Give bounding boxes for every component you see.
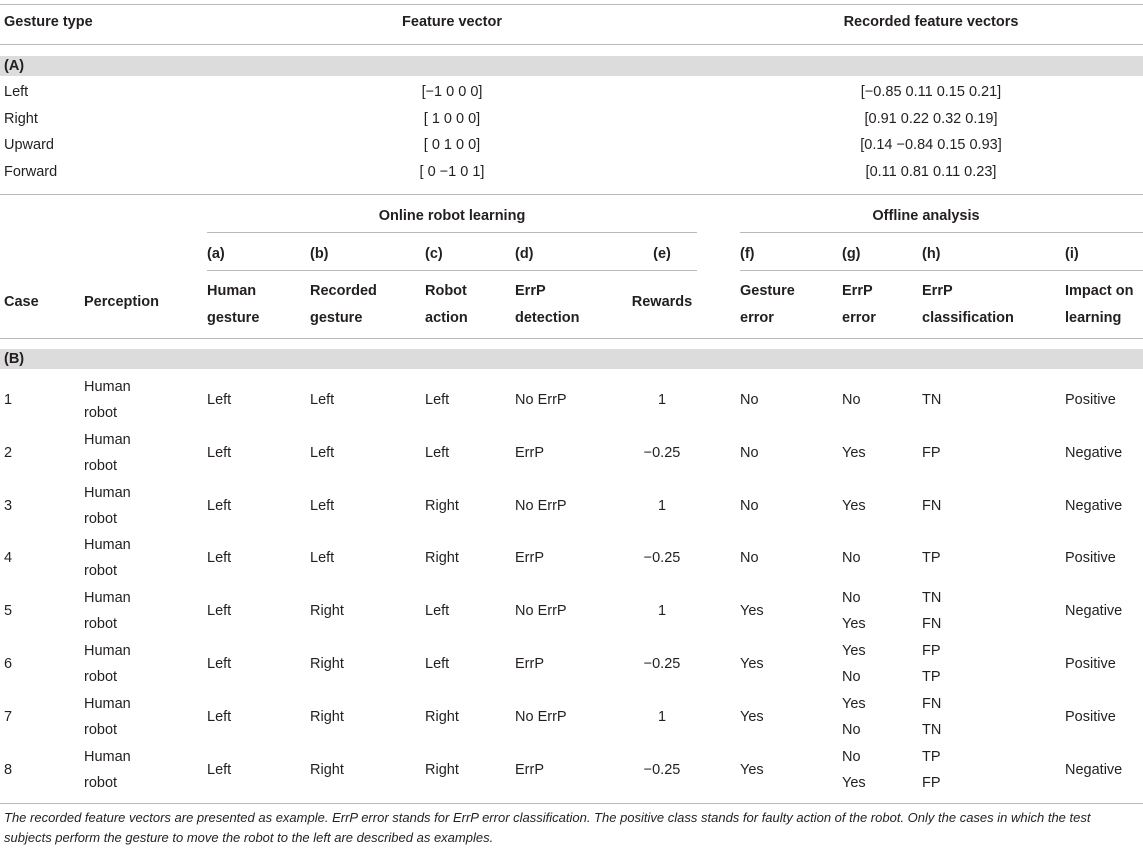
- column-header: gesture: [310, 310, 363, 326]
- case-number: 7: [4, 709, 13, 725]
- perception-line: robot: [84, 405, 118, 421]
- letter-rule-offline: [740, 270, 1143, 271]
- robot-action-cell: Left: [425, 392, 450, 408]
- reward-cell: −0.25: [643, 656, 681, 672]
- case-number: 6: [4, 656, 13, 672]
- column-header: Robot: [425, 283, 467, 299]
- human-gesture-cell: Left: [207, 498, 232, 514]
- recorded-gesture-cell: Right: [310, 762, 344, 778]
- errp-classification-cell: TN: [922, 392, 942, 408]
- errp-error-cell: No: [842, 590, 861, 606]
- column-header: Gesture: [740, 283, 795, 299]
- errp-detection-cell: ErrP: [515, 656, 544, 672]
- feature-vector-cell: [−1 0 0 0]: [421, 84, 483, 100]
- reward-cell: 1: [657, 709, 667, 725]
- gesture-error-cell: Yes: [740, 762, 764, 778]
- bottom-rule: [0, 803, 1143, 804]
- human-gesture-cell: Left: [207, 656, 232, 672]
- errp-error-cell: No: [842, 392, 861, 408]
- perception-line: Human: [84, 643, 131, 659]
- column-letter: (h): [922, 246, 941, 262]
- errp-detection-cell: No ErrP: [515, 392, 567, 408]
- header-rule-b: [0, 338, 1143, 339]
- recorded-gesture-cell: Left: [310, 498, 335, 514]
- gesture-type-cell: Right: [4, 111, 38, 127]
- case-number: 5: [4, 603, 13, 619]
- case-number: 3: [4, 498, 13, 514]
- gesture-error-cell: No: [740, 445, 759, 461]
- recorded-gesture-cell: Right: [310, 709, 344, 725]
- column-header: Rewards: [631, 294, 693, 310]
- column-header: detection: [515, 310, 580, 326]
- impact-cell: Positive: [1065, 656, 1116, 672]
- gesture-error-cell: Yes: [740, 603, 764, 619]
- perception-line: Human: [84, 485, 131, 501]
- perception-line: robot: [84, 458, 118, 474]
- column-letter: (f): [740, 246, 755, 262]
- perception-line: robot: [84, 563, 118, 579]
- column-header: classification: [922, 310, 1014, 326]
- errp-classification-cell: TP: [922, 550, 941, 566]
- errp-error-cell: Yes: [842, 445, 866, 461]
- group-offline-analysis: Offline analysis: [872, 208, 980, 224]
- human-gesture-cell: Left: [207, 550, 232, 566]
- reward-cell: −0.25: [643, 550, 681, 566]
- recorded-gesture-cell: Right: [310, 603, 344, 619]
- recorded-gesture-cell: Left: [310, 550, 335, 566]
- robot-action-cell: Left: [425, 656, 450, 672]
- reward-cell: 1: [657, 603, 667, 619]
- header-recorded-vectors: Recorded feature vectors: [843, 14, 1019, 30]
- reward-cell: −0.25: [643, 762, 681, 778]
- errp-error-cell: No: [842, 749, 861, 765]
- column-letter: (d): [515, 246, 534, 262]
- column-header: error: [740, 310, 774, 326]
- feature-vector-cell: [ 0 −1 0 1]: [419, 164, 485, 180]
- group-online-learning: Online robot learning: [378, 208, 526, 224]
- gesture-error-cell: No: [740, 498, 759, 514]
- impact-cell: Positive: [1065, 550, 1116, 566]
- robot-action-cell: Right: [425, 762, 459, 778]
- perception-line: robot: [84, 669, 118, 685]
- errp-error-cell: Yes: [842, 616, 866, 632]
- top-rule: [0, 4, 1143, 5]
- perception-line: Human: [84, 537, 131, 553]
- column-letter: (c): [425, 246, 443, 262]
- robot-action-cell: Left: [425, 603, 450, 619]
- feature-vector-cell: [ 0 1 0 0]: [423, 137, 481, 153]
- column-header: Recorded: [310, 283, 377, 299]
- group-rule-online: [207, 232, 697, 233]
- case-number: 1: [4, 392, 13, 408]
- perception-line: robot: [84, 775, 118, 791]
- recorded-vector-cell: [0.91 0.22 0.32 0.19]: [864, 111, 998, 127]
- column-header: Human: [207, 283, 257, 299]
- group-rule-offline: [740, 232, 1143, 233]
- column-header: ErrP: [515, 283, 546, 299]
- feature-vector-cell: [ 1 0 0 0]: [423, 111, 481, 127]
- column-letter: (e): [653, 246, 671, 262]
- impact-cell: Negative: [1065, 498, 1123, 514]
- errp-classification-cell: FP: [922, 775, 941, 791]
- section-band-b: [0, 349, 1143, 369]
- gesture-type-cell: Forward: [4, 164, 58, 180]
- errp-detection-cell: ErrP: [515, 762, 544, 778]
- recorded-vector-cell: [0.14 −0.84 0.15 0.93]: [860, 137, 1002, 153]
- rule-between-tables: [0, 194, 1143, 195]
- errp-error-cell: Yes: [842, 643, 866, 659]
- perception-line: robot: [84, 511, 118, 527]
- robot-action-cell: Right: [425, 498, 459, 514]
- recorded-gesture-cell: Right: [310, 656, 344, 672]
- errp-error-cell: Yes: [842, 775, 866, 791]
- errp-classification-cell: FP: [922, 643, 941, 659]
- errp-detection-cell: No ErrP: [515, 498, 567, 514]
- case-number: 4: [4, 550, 13, 566]
- errp-error-cell: No: [842, 669, 861, 685]
- section-label-b: (B): [4, 351, 25, 367]
- column-header: error: [842, 310, 876, 326]
- column-header: learning: [1065, 310, 1122, 326]
- header-perception: Perception: [84, 294, 159, 310]
- errp-error-cell: No: [842, 722, 861, 738]
- reward-cell: 1: [657, 392, 667, 408]
- errp-classification-cell: TP: [922, 669, 941, 685]
- errp-detection-cell: No ErrP: [515, 603, 567, 619]
- errp-classification-cell: TN: [922, 590, 942, 606]
- header-rule-a: [0, 44, 1143, 45]
- table-footnote: The recorded feature vectors are presented as example. ErrP error stands for ErrP error classification. The positive class stands for faulty action of the robot. Only the cases in which the test subjects perform the gesture to move the robot to the left are described as examples.: [4, 810, 1091, 845]
- column-header: Impact on: [1065, 283, 1134, 299]
- gesture-error-cell: No: [740, 392, 759, 408]
- recorded-gesture-cell: Left: [310, 392, 335, 408]
- section-band-a: [0, 56, 1143, 76]
- perception-line: Human: [84, 379, 131, 395]
- impact-cell: Positive: [1065, 392, 1116, 408]
- header-gesture-type: Gesture type: [4, 14, 93, 30]
- perception-line: Human: [84, 696, 131, 712]
- column-header: action: [425, 310, 468, 326]
- errp-classification-cell: FN: [922, 616, 942, 632]
- column-letter: (i): [1065, 246, 1079, 262]
- column-letter: (a): [207, 246, 225, 262]
- header-case: Case: [4, 294, 39, 310]
- errp-detection-cell: ErrP: [515, 445, 544, 461]
- gesture-type-cell: Left: [4, 84, 29, 100]
- errp-error-cell: Yes: [842, 696, 866, 712]
- errp-classification-cell: TP: [922, 749, 941, 765]
- gesture-error-cell: Yes: [740, 709, 764, 725]
- case-number: 2: [4, 445, 13, 461]
- errp-classification-cell: FP: [922, 445, 941, 461]
- column-header: ErrP: [842, 283, 873, 299]
- robot-action-cell: Left: [425, 445, 450, 461]
- column-header: ErrP: [922, 283, 953, 299]
- gesture-type-cell: Upward: [4, 137, 54, 153]
- errp-detection-cell: ErrP: [515, 550, 544, 566]
- reward-cell: −0.25: [643, 445, 681, 461]
- human-gesture-cell: Left: [207, 603, 232, 619]
- errp-classification-cell: FN: [922, 696, 942, 712]
- errp-error-cell: No: [842, 550, 861, 566]
- impact-cell: Negative: [1065, 445, 1123, 461]
- perception-line: robot: [84, 616, 118, 632]
- impact-cell: Positive: [1065, 709, 1116, 725]
- impact-cell: Negative: [1065, 762, 1123, 778]
- errp-classification-cell: FN: [922, 498, 942, 514]
- gesture-error-cell: No: [740, 550, 759, 566]
- recorded-vector-cell: [0.11 0.81 0.11 0.23]: [865, 164, 997, 180]
- human-gesture-cell: Left: [207, 709, 232, 725]
- human-gesture-cell: Left: [207, 392, 232, 408]
- column-letter: (b): [310, 246, 329, 262]
- column-letter: (g): [842, 246, 861, 262]
- column-header: gesture: [207, 310, 260, 326]
- recorded-gesture-cell: Left: [310, 445, 335, 461]
- impact-cell: Negative: [1065, 603, 1123, 619]
- gesture-error-cell: Yes: [740, 656, 764, 672]
- case-number: 8: [4, 762, 13, 778]
- perception-line: Human: [84, 590, 131, 606]
- section-label-a: (A): [4, 58, 25, 74]
- robot-action-cell: Right: [425, 550, 459, 566]
- header-feature-vector: Feature vector: [402, 14, 502, 30]
- reward-cell: 1: [657, 498, 667, 514]
- perception-line: Human: [84, 749, 131, 765]
- robot-action-cell: Right: [425, 709, 459, 725]
- errp-detection-cell: No ErrP: [515, 709, 567, 725]
- human-gesture-cell: Left: [207, 762, 232, 778]
- perception-line: robot: [84, 722, 118, 738]
- errp-classification-cell: TN: [922, 722, 942, 738]
- letter-rule-online: [207, 270, 697, 271]
- perception-line: Human: [84, 432, 131, 448]
- errp-error-cell: Yes: [842, 498, 866, 514]
- human-gesture-cell: Left: [207, 445, 232, 461]
- recorded-vector-cell: [−0.85 0.11 0.15 0.21]: [860, 84, 1002, 100]
